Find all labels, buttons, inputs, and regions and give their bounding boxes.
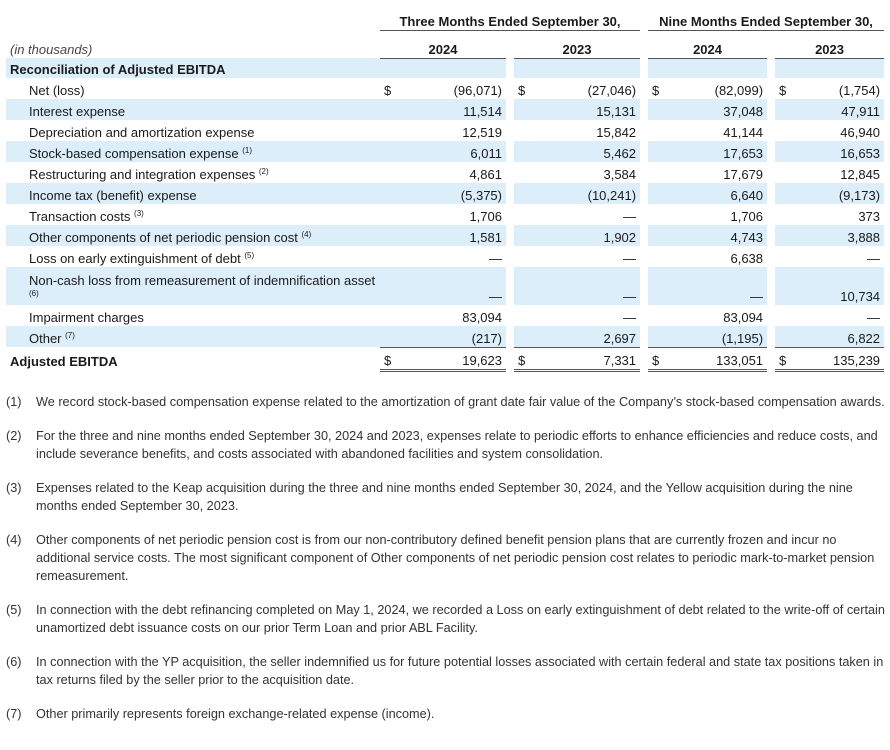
row-label — [6, 162, 376, 183]
cell-value: 2,697 — [534, 326, 640, 347]
gap — [506, 305, 514, 326]
cell-value: — — [867, 251, 881, 266]
gap — [506, 204, 514, 225]
table-row — [6, 267, 884, 305]
currency-symbol — [775, 141, 795, 162]
total-value: 7,331 — [534, 347, 640, 370]
currency-symbol — [648, 326, 668, 347]
table-row — [6, 326, 884, 347]
footnote-number: (5) — [6, 603, 22, 617]
row-label — [6, 120, 376, 141]
gap — [640, 120, 648, 141]
cell-value: 6,640 — [668, 183, 767, 204]
cell-value: (217) — [400, 326, 506, 347]
gap — [506, 246, 514, 267]
cell-value: 3,888 — [795, 225, 884, 246]
gap — [767, 246, 775, 267]
three-months-header: Three Months Ended September 30, — [380, 8, 640, 30]
footnote — [6, 705, 886, 723]
units-note: (in thousands) — [10, 42, 93, 57]
cell-value: 10,734 — [795, 267, 884, 305]
gap — [767, 120, 775, 141]
year-header: 2023 — [775, 30, 884, 58]
gap — [506, 162, 514, 183]
gap — [640, 78, 648, 99]
cell-value: — — [534, 267, 640, 305]
currency-symbol — [775, 162, 795, 183]
gap — [640, 183, 648, 204]
cell-value: 1,706 — [469, 209, 502, 224]
gap — [767, 267, 775, 305]
gap — [767, 326, 775, 347]
gap — [640, 225, 648, 246]
gap — [767, 78, 775, 99]
currency-symbol — [514, 305, 534, 326]
footnote-number: (4) — [6, 533, 22, 547]
gap — [640, 162, 648, 183]
cell-value: — — [867, 310, 881, 325]
gap — [640, 246, 648, 267]
footnote-text: Other components of net periodic pension cost is from our non-contributory defined benefit pension plans that are currently frozen and incur no additional service costs. The most significant component of Other components of net periodic pension cost relates to periodic mark-to-market pension remeasurement. — [36, 533, 875, 583]
row-label-text: Stock-based compensation expense — [29, 146, 239, 161]
currency-symbol — [514, 225, 534, 246]
footnote-number: (2) — [6, 429, 22, 443]
currency-symbol — [514, 162, 534, 183]
row-label-text: Loss on early extinguishment of debt — [29, 251, 241, 266]
currency-symbol — [380, 326, 400, 347]
cell-value: 17,653 — [668, 141, 767, 162]
gap — [506, 99, 514, 120]
row-label — [6, 99, 376, 120]
cell-value: (82,099) — [714, 83, 764, 98]
currency-symbol — [648, 204, 668, 225]
footnote — [6, 393, 886, 411]
table-row — [6, 99, 884, 120]
footnote-text: In connection with the debt refinancing completed on May 1, 2024, we recorded a Loss on early extinguishment of debt related to the write-off of certain unamortized debt issuance costs on our prior Term Loan and prior ABL Facility. — [36, 603, 885, 635]
cell-value: — — [623, 209, 637, 224]
footnote-ref: (4) — [301, 230, 312, 239]
cell-value: 16,653 — [795, 141, 884, 162]
currency-symbol — [775, 267, 795, 305]
cell-value: 12,519 — [462, 125, 502, 140]
cell-value: (1,195) — [668, 326, 767, 347]
cell-value: 3,584 — [603, 167, 637, 182]
currency-symbol — [514, 246, 534, 267]
cell-value: — — [489, 251, 502, 266]
footnote — [6, 653, 886, 689]
cell-value: — — [623, 310, 637, 325]
row-label — [6, 204, 376, 225]
gap — [640, 267, 648, 305]
gap — [767, 204, 775, 225]
section-title-row — [6, 58, 884, 78]
row-label — [6, 141, 376, 162]
row-label-text: Depreciation and amortization expense — [29, 125, 255, 140]
currency-symbol — [648, 225, 668, 246]
row-label — [6, 183, 376, 204]
table-row — [6, 204, 884, 225]
gap — [767, 347, 775, 370]
currency-symbol — [648, 183, 668, 204]
cell-value: 4,861 — [469, 167, 502, 182]
currency-symbol: $ — [775, 347, 795, 370]
currency-symbol — [514, 99, 534, 120]
currency-symbol — [648, 246, 668, 267]
gap — [767, 141, 775, 162]
table-row — [6, 141, 884, 162]
footnote-ref: (3) — [134, 209, 144, 218]
footnote-number: (1) — [6, 395, 22, 409]
footnote-ref: (5) — [244, 251, 255, 260]
cell-value: 17,679 — [723, 167, 764, 182]
gap — [506, 347, 514, 370]
currency-symbol — [380, 183, 400, 204]
cell-value: (27,046) — [587, 83, 637, 98]
gap — [640, 141, 648, 162]
cell-value: 15,131 — [534, 99, 640, 120]
footnote-number: (6) — [6, 655, 22, 669]
currency-symbol — [775, 99, 795, 120]
gap — [640, 326, 648, 347]
table-row — [6, 305, 884, 326]
table-row — [6, 120, 884, 141]
year-header-row — [6, 30, 884, 58]
cell-value: 373 — [858, 209, 881, 224]
gap — [767, 162, 775, 183]
currency-symbol: $ — [652, 83, 660, 98]
currency-symbol — [380, 120, 400, 141]
currency-symbol: $ — [518, 83, 526, 98]
period-header-row — [6, 8, 884, 30]
table-row — [6, 162, 884, 183]
currency-symbol: $ — [380, 347, 400, 370]
cell-value: 6,011 — [400, 141, 506, 162]
footnotes — [6, 393, 886, 739]
currency-symbol — [648, 305, 668, 326]
currency-symbol: $ — [514, 347, 534, 370]
currency-symbol: $ — [779, 83, 787, 98]
currency-symbol — [380, 162, 400, 183]
gap — [506, 267, 514, 305]
row-label-text: Interest expense — [29, 104, 126, 119]
cell-value: 4,743 — [668, 225, 767, 246]
currency-symbol — [380, 99, 400, 120]
currency-symbol — [380, 204, 400, 225]
currency-symbol — [775, 183, 795, 204]
row-label-text: Income tax (benefit) expense — [29, 188, 197, 203]
cell-value: (1,754) — [838, 83, 881, 98]
currency-symbol — [380, 246, 400, 267]
row-label — [6, 246, 376, 267]
footnote-ref: (1) — [242, 146, 252, 155]
row-label-text: Transaction costs — [29, 209, 131, 224]
total-value: 133,051 — [668, 347, 767, 370]
nine-months-header: Nine Months Ended September 30, — [648, 8, 884, 30]
footnote-number: (3) — [6, 481, 22, 495]
total-value: 19,623 — [400, 347, 506, 370]
year-header: 2024 — [648, 30, 767, 58]
footnote-ref: (2) — [258, 167, 269, 176]
gap — [640, 347, 648, 370]
footnote — [6, 601, 886, 637]
cell-value: — — [400, 267, 506, 305]
cell-value: 47,911 — [795, 99, 884, 120]
row-label — [6, 78, 376, 99]
currency-symbol — [514, 204, 534, 225]
cell-value: 6,638 — [730, 251, 764, 266]
cell-value: 83,094 — [723, 310, 764, 325]
row-label-text: Other components of net periodic pension cost — [29, 230, 298, 245]
cell-value: 6,822 — [795, 326, 884, 347]
currency-symbol — [648, 120, 668, 141]
footnote-ref: (7) — [65, 331, 75, 340]
gap — [506, 120, 514, 141]
currency-symbol — [514, 267, 534, 305]
currency-symbol — [775, 204, 795, 225]
row-label — [6, 267, 376, 305]
cell-value: 12,845 — [840, 167, 881, 182]
row-label — [6, 225, 376, 246]
cell-value: 1,706 — [730, 209, 764, 224]
cell-value: 5,462 — [534, 141, 640, 162]
cell-value: 46,940 — [840, 125, 881, 140]
cell-value: (9,173) — [795, 183, 884, 204]
footnote-text: For the three and nine months ended September 30, 2024 and 2023, expenses relate to periodic efforts to enhance efficiencies and reduce costs, and include severance benefits, and costs associated with abandoned facilities and system consolidation. — [36, 429, 878, 461]
table-row — [6, 183, 884, 204]
cell-value: 1,902 — [534, 225, 640, 246]
cell-value: 1,581 — [400, 225, 506, 246]
currency-symbol — [380, 305, 400, 326]
footnote — [6, 531, 886, 585]
total-row — [6, 347, 884, 370]
currency-symbol — [648, 267, 668, 305]
footnote-text: We record stock-based compensation expense related to the amortization of grant date fair value of the Company’s stock-based compensation awards. — [36, 395, 885, 409]
currency-symbol — [648, 162, 668, 183]
gap — [506, 78, 514, 99]
gap — [506, 225, 514, 246]
currency-symbol — [380, 141, 400, 162]
cell-value: (10,241) — [534, 183, 640, 204]
footnote-text: In connection with the YP acquisition, the seller indemnified us for future potential losses associated with certain federal and state tax positions taken in tax returns filed by the seller prior to the acquisition date. — [36, 655, 884, 687]
row-label-text: Restructuring and integration expenses — [29, 167, 256, 182]
table-row — [6, 225, 884, 246]
currency-symbol — [775, 225, 795, 246]
currency-symbol: $ — [384, 83, 392, 98]
footnote — [6, 479, 886, 515]
row-label — [6, 305, 376, 326]
row-label-text: Non-cash loss from remeasurement of indemnification asset — [29, 273, 376, 288]
row-label-text: Other — [29, 331, 62, 346]
cell-value: 83,094 — [462, 310, 502, 325]
year-header: 2024 — [380, 30, 506, 58]
currency-symbol — [775, 305, 795, 326]
gap — [640, 204, 648, 225]
table-row — [6, 246, 884, 267]
gap — [506, 141, 514, 162]
row-label — [6, 326, 376, 347]
gap — [767, 183, 775, 204]
gap — [640, 305, 648, 326]
cell-value: (5,375) — [400, 183, 506, 204]
gap — [640, 99, 648, 120]
currency-symbol — [514, 141, 534, 162]
gap — [767, 225, 775, 246]
currency-symbol — [775, 120, 795, 141]
cell-value: (96,071) — [453, 83, 502, 98]
footnote — [6, 427, 886, 463]
total-value: 135,239 — [795, 347, 884, 370]
footnote-text: Other primarily represents foreign exchange-related expense (income). — [36, 707, 435, 721]
cell-value: 37,048 — [668, 99, 767, 120]
cell-value: — — [668, 267, 767, 305]
gap — [506, 183, 514, 204]
currency-symbol — [380, 225, 400, 246]
currency-symbol — [514, 183, 534, 204]
footnote-number: (7) — [6, 707, 22, 721]
reconciliation-table — [6, 8, 884, 372]
footnote-text: Expenses related to the Keap acquisition during the three and nine months ended September 30, 2024, and the Yellow acquisition during the nine months ended September 30, 2023. — [36, 481, 853, 513]
currency-symbol — [380, 267, 400, 305]
cell-value: 15,842 — [596, 125, 637, 140]
currency-symbol: $ — [648, 347, 668, 370]
year-header: 2023 — [514, 30, 640, 58]
cell-value: 41,144 — [723, 125, 764, 140]
footnote-ref: (6) — [29, 289, 39, 298]
cell-value: — — [623, 251, 637, 266]
gap — [506, 326, 514, 347]
gap — [767, 99, 775, 120]
currency-symbol — [514, 326, 534, 347]
cell-value: 11,514 — [400, 99, 506, 120]
row-label-text: Net (loss) — [29, 83, 85, 98]
currency-symbol — [648, 141, 668, 162]
section-title: Reconciliation of Adjusted EBITDA — [6, 58, 376, 78]
currency-symbol — [514, 120, 534, 141]
gap — [767, 305, 775, 326]
currency-symbol — [648, 99, 668, 120]
total-label: Adjusted EBITDA — [10, 354, 118, 369]
table-row — [6, 78, 884, 99]
currency-symbol — [775, 246, 795, 267]
row-label-text: Impairment charges — [29, 310, 144, 325]
currency-symbol — [775, 326, 795, 347]
